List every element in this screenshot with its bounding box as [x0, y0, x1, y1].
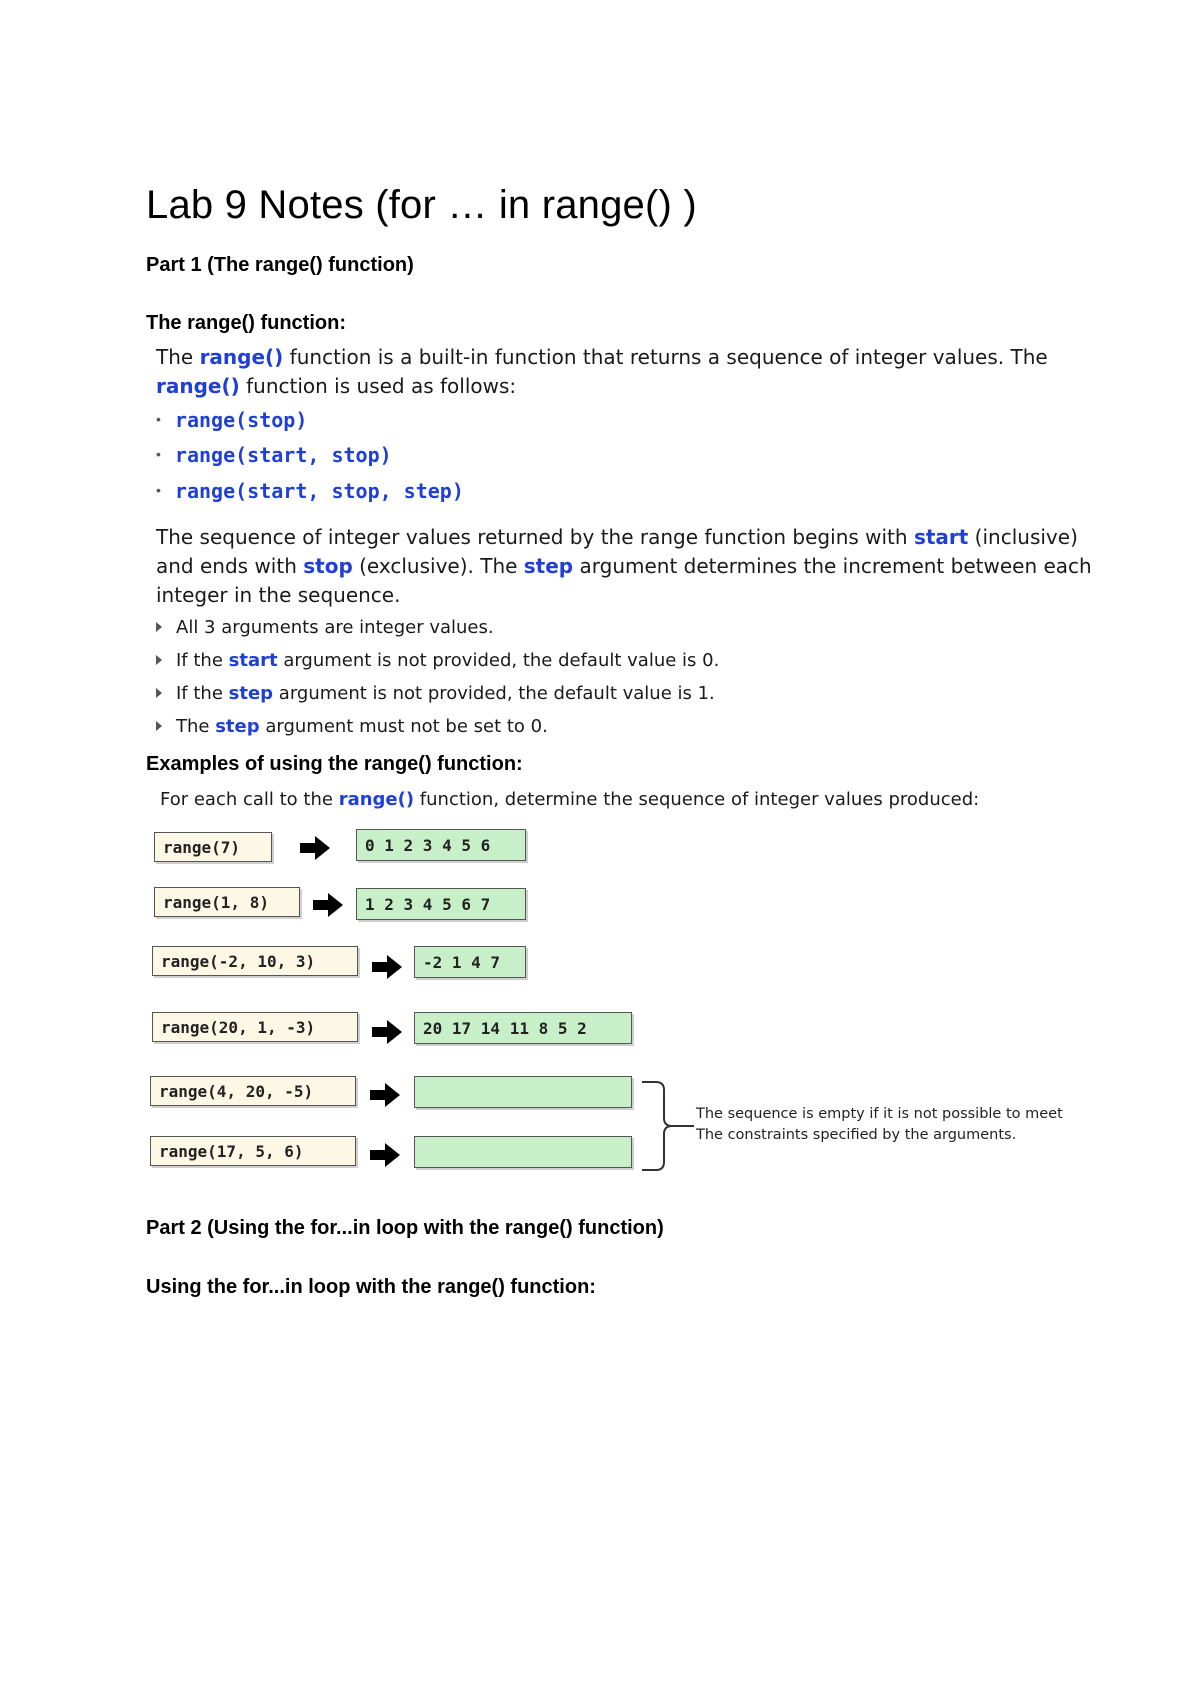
desc-text: (inclusive): [968, 525, 1078, 549]
arrow-right-icon: [313, 893, 343, 917]
examples-heading: Examples of using the range() function:: [146, 753, 523, 775]
rule-item: [156, 650, 719, 671]
step-keyword: step: [228, 683, 274, 704]
stop-keyword: stop: [303, 554, 353, 578]
part2-heading: Part 2 (Using the for...in loop with the range() function): [146, 1217, 664, 1239]
desc-text: The sequence of integer values returned by the range function begins with: [156, 525, 914, 549]
range-call-box: range(1, 8): [154, 887, 300, 917]
desc-text: (exclusive). The: [352, 554, 524, 578]
range-keyword: range(): [338, 789, 415, 810]
intro-text-1: The: [156, 345, 200, 369]
triangle-bullet-icon: [156, 721, 162, 731]
rule-text: argument is not provided, the default value is 0.: [277, 650, 720, 671]
range-call-box: range(4, 20, -5): [150, 1076, 356, 1106]
range-call-box: range(17, 5, 6): [150, 1136, 356, 1166]
description-paragraph: [156, 523, 1092, 610]
examples-intro: [160, 789, 979, 810]
part1-heading: Part 1 (The range() function): [146, 254, 414, 276]
result-box: 1 2 3 4 5 6 7: [356, 888, 526, 920]
bullet-dot-icon: •: [156, 482, 161, 498]
intro-text-3: function is used as follows:: [239, 374, 517, 398]
desc-text: integer in the sequence.: [156, 583, 401, 607]
curly-brace-icon: [640, 1080, 696, 1172]
intro-text-2: function is a built-in function that returns a sequence of integer values. The: [283, 345, 1048, 369]
result-box: -2 1 4 7: [414, 946, 526, 978]
examples-intro-text: function, determine the sequence of integer values produced:: [414, 789, 980, 810]
desc-text: argument determines the increment between each: [573, 554, 1092, 578]
rule-text: If the: [176, 650, 229, 671]
rule-text: If the: [176, 683, 229, 704]
signature-item: [156, 443, 392, 467]
range-keyword: range(): [156, 374, 240, 398]
arrow-right-icon: [372, 955, 402, 979]
triangle-bullet-icon: [156, 622, 162, 632]
examples-intro-text: For each call to the: [160, 789, 339, 810]
range-call-box: range(20, 1, -3): [152, 1012, 358, 1042]
result-box: 20 17 14 11 8 5 2: [414, 1012, 632, 1044]
signature-code: range(start, stop): [174, 443, 392, 467]
rule-item: [156, 683, 715, 704]
desc-text: and ends with: [156, 554, 304, 578]
signature-item: [156, 408, 307, 432]
triangle-bullet-icon: [156, 688, 162, 698]
range-keyword: range(): [199, 345, 284, 369]
signature-item: [156, 479, 464, 503]
arrow-right-icon: [372, 1020, 402, 1044]
range-call-box: range(7): [154, 832, 272, 862]
page-title: Lab 9 Notes (for … in range() ): [146, 183, 697, 227]
step-keyword: step: [523, 554, 574, 578]
result-box-empty: [414, 1136, 632, 1168]
section-heading: The range() function:: [146, 312, 346, 334]
rule-text: argument is not provided, the default value is 1.: [273, 683, 715, 704]
step-keyword: step: [215, 716, 260, 737]
arrow-right-icon: [300, 836, 330, 860]
start-keyword: start: [913, 525, 969, 549]
rule-item: [156, 716, 548, 737]
signature-code: range(start, stop, step): [174, 479, 464, 503]
rule-text: The: [176, 716, 216, 737]
signature-code: range(stop): [174, 408, 308, 432]
arrow-right-icon: [370, 1083, 400, 1107]
part2-subheading: Using the for...in loop with the range() function:: [146, 1276, 596, 1298]
rule-text: argument must not be set to 0.: [259, 716, 548, 737]
empty-note-line: The sequence is empty if it is not possible to meet: [696, 1106, 1063, 1122]
bullet-dot-icon: •: [156, 411, 161, 427]
triangle-bullet-icon: [156, 655, 162, 665]
result-box-empty: [414, 1076, 632, 1108]
rule-item: [156, 617, 494, 638]
result-box: 0 1 2 3 4 5 6: [356, 829, 526, 861]
bullet-dot-icon: •: [156, 446, 161, 462]
start-keyword: start: [228, 650, 278, 671]
empty-note-line: The constraints specified by the arguments.: [696, 1127, 1017, 1143]
range-call-box: range(-2, 10, 3): [152, 946, 358, 976]
arrow-right-icon: [370, 1143, 400, 1167]
rule-text: All 3 arguments are integer values.: [176, 617, 494, 638]
intro-paragraph: [156, 343, 1048, 401]
